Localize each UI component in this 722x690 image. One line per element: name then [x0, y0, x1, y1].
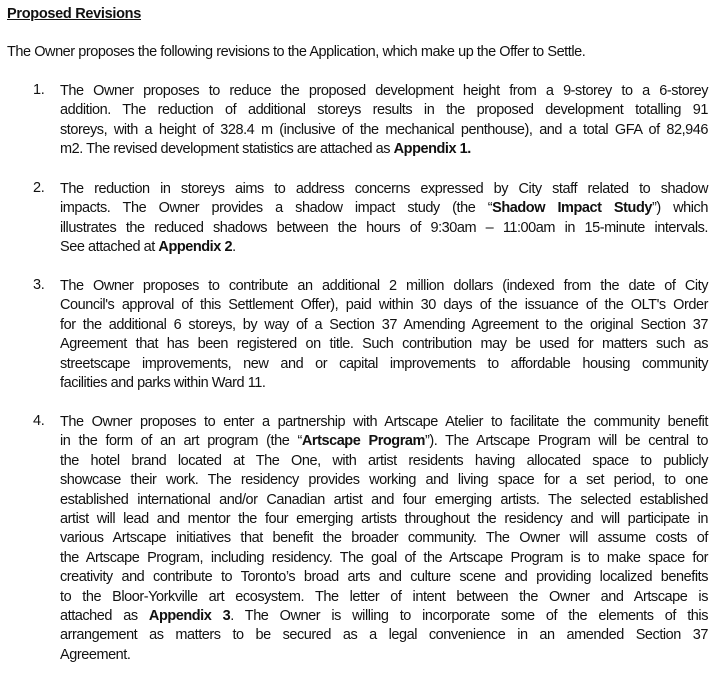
text-line: streetscape improvements, new and or capital improvements to affordable housing community — [60, 355, 708, 372]
text-line — [60, 432, 708, 451]
text-line: to the Bloor-Yorkville art ecosystem. The letter of intent between the Owner and Artscape is — [60, 588, 708, 605]
text-line: illustrates the reduced shadows between the hours of 9:30am – 11:00am in 15-minute intervals. — [60, 219, 708, 236]
text-line: The Owner proposes to enter a partnership with Artscape Atelier to facilitate the community benefit — [60, 414, 708, 430]
appendix-reference: Appendix 1. — [393, 141, 471, 158]
appendix-reference: Appendix 3 — [148, 608, 231, 625]
text-fragment: . — [232, 239, 236, 256]
list-number: 1. — [33, 82, 45, 98]
text-line — [60, 140, 708, 159]
text-line: The Owner proposes to reduce the proposed development height from a 9-storey to a 6-storey — [60, 83, 708, 99]
text-fragment: impacts. The Owner provides a shadow impact study (the “ — [60, 200, 493, 217]
text-fragment: attached as — [60, 608, 149, 625]
appendix-reference: Appendix 2 — [158, 239, 233, 256]
text-line: storeys, with a height of 328.4 m (inclusive of the mechanical penthouse), and a total GFA of 82,946 — [60, 121, 708, 138]
list-number: 3. — [33, 277, 45, 293]
text-line: showcase their work. The residency provides working and living space for a set period, to one — [60, 472, 708, 489]
text-line — [60, 607, 708, 626]
text-line: the Artscape Program, including residency. The goal of the Artscape Program is to make space for — [60, 549, 708, 566]
text-fragment: in the form of an art program (the “ — [60, 433, 302, 450]
text-line — [60, 199, 708, 218]
list-number: 4. — [33, 413, 45, 429]
text-fragment: . The Owner is willing to incorporate some of the elements of this — [230, 608, 708, 625]
list-item-text — [60, 82, 708, 160]
intro-paragraph: The Owner proposes the following revisions to the Application, which make up the Offer to Settle. — [7, 44, 586, 60]
text-line: creativity and contribute to Toronto’s broad arts and culture scene and providing localized benefits — [60, 569, 708, 586]
text-line — [60, 238, 708, 257]
text-line: The reduction in storeys aims to address concerns expressed by City staff related to shadow — [60, 181, 708, 197]
defined-term: Artscape Program — [301, 433, 425, 450]
text-line: addition. The reduction of additional storeys results in the proposed development totalling 91 — [60, 102, 708, 119]
list-item-text — [60, 180, 708, 258]
text-line: artist will lead and mentor the four emerging artists throughout the residency and will participate in — [60, 511, 708, 528]
text-fragment: m2. The revised development statistics are attached as — [60, 141, 394, 158]
list-number: 2. — [33, 180, 45, 196]
text-line: Agreement that has been registered on title. Such contribution may be used for matters such as — [60, 336, 708, 353]
text-line: arrangement as matters to be secured as a legal convenience in an amended Section 37 — [60, 627, 708, 644]
text-line: various Artscape initiatives that benefit the broader community. The Owner will assume costs of — [60, 530, 708, 547]
text-line: established international and/or Canadian artist and four emerging artists. The selected established — [60, 491, 708, 508]
text-line: Council's approval of this Settlement Offer), paid within 30 days of the issuance of the OLT's Order — [60, 297, 708, 314]
text-fragment: ”) which — [651, 200, 708, 217]
text-line: the hotel brand located at The One, with artist residents having allocated space to publicly — [60, 452, 708, 469]
section-heading: Proposed Revisions — [7, 6, 141, 22]
text-line: facilities and parks within Ward 11. — [60, 375, 266, 392]
text-line: for the additional 6 storeys, by way of a Section 37 Amending Agreement to the original Section 37 — [60, 316, 708, 333]
text-line: The Owner proposes to contribute an additional 2 million dollars (indexed from the date of City — [60, 278, 708, 294]
list-item-text — [60, 413, 708, 665]
text-fragment: ”). The Artscape Program will be central to — [424, 433, 709, 450]
list-item-text — [60, 277, 708, 393]
text-fragment: See attached at — [60, 239, 159, 256]
defined-term: Shadow Impact Study — [492, 200, 652, 217]
text-line: Agreement. — [60, 646, 131, 663]
